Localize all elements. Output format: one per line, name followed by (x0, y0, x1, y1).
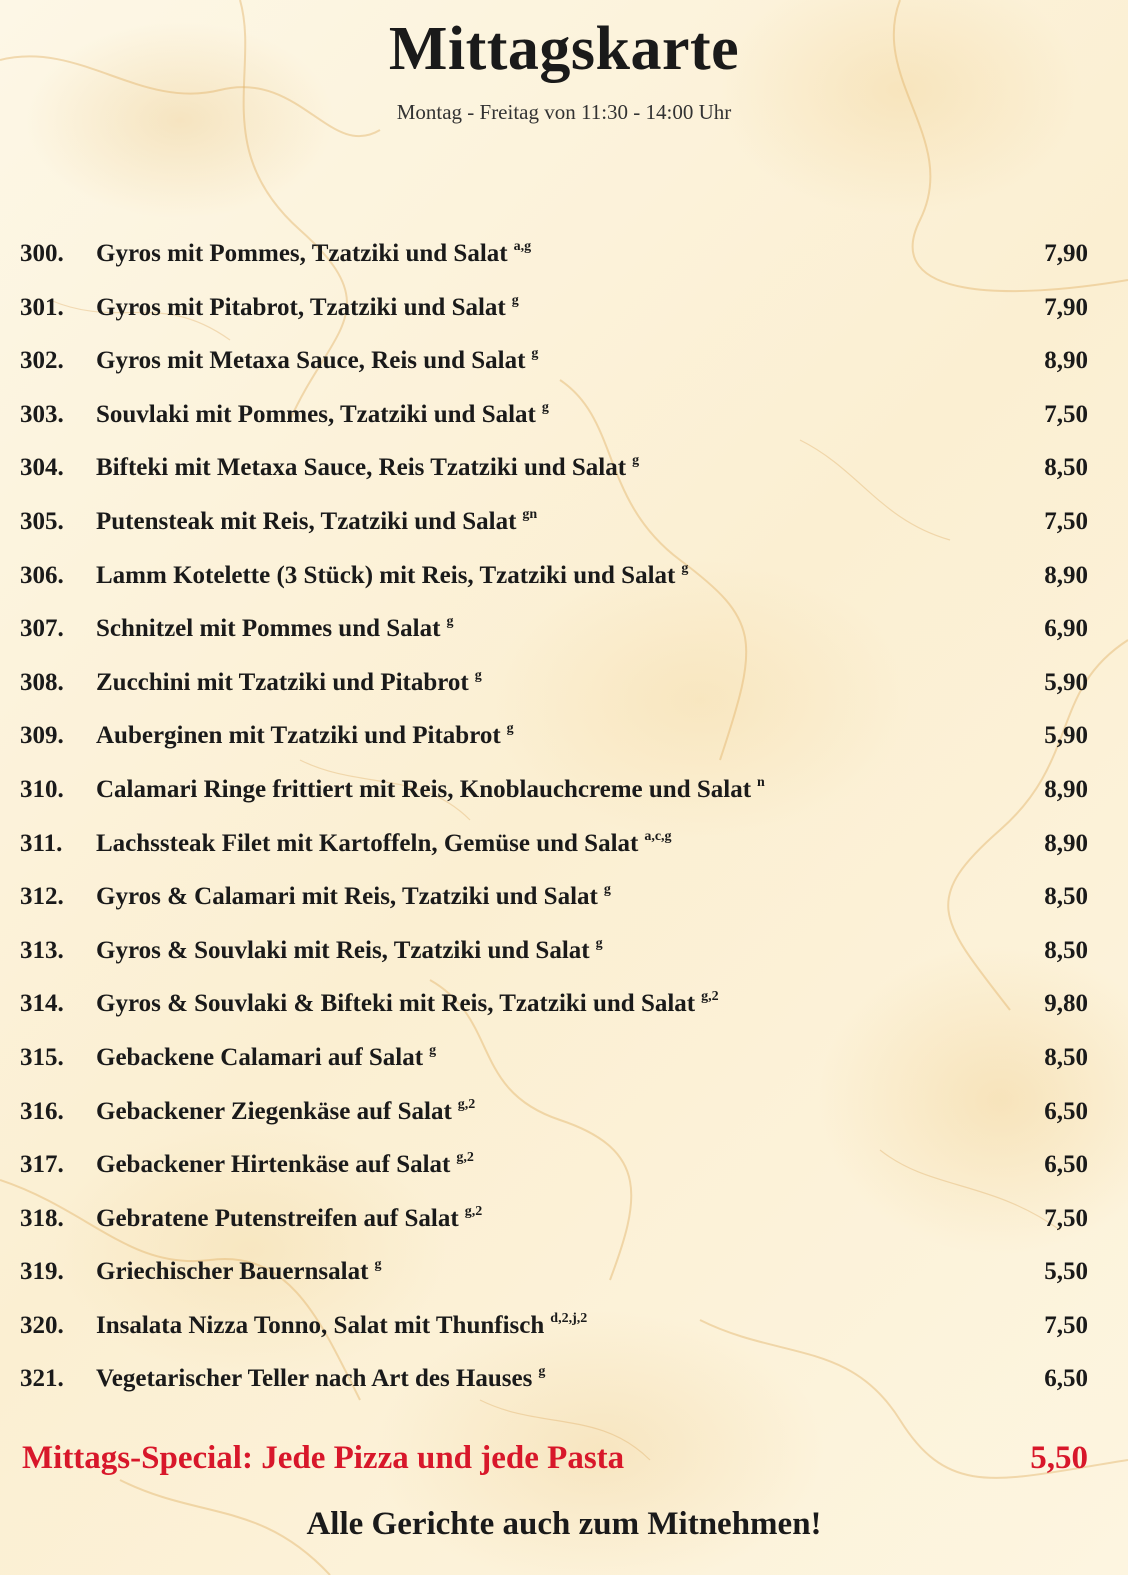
allergen-codes: gn (522, 506, 538, 522)
allergen-codes: a,c,g (644, 828, 672, 844)
special-label: Mittags-Special: Jede Pizza und jede Pasta (22, 1440, 625, 1476)
item-price: 7,50 (1044, 1311, 1088, 1339)
item-name: Gyros mit Metaxa Sauce, Reis und Salat (96, 347, 526, 375)
item-name: Gyros mit Pommes, Tzatziki und Salat (96, 240, 508, 267)
allergen-codes: g,2 (464, 1203, 483, 1219)
menu-item (0, 927, 1128, 981)
allergen-codes: g (374, 1257, 382, 1273)
item-name-wrapper (96, 1098, 475, 1126)
allergen-codes: n (757, 774, 765, 790)
allergen-codes: g (603, 882, 611, 898)
item-name-wrapper (96, 615, 453, 643)
menu-item (0, 1088, 1128, 1142)
item-name-wrapper (96, 1151, 474, 1179)
item-name: Insalata Nizza Tonno, Salat mit Thunfisch (96, 1311, 545, 1339)
item-number: 320. (20, 1311, 64, 1339)
item-price: 7,50 (1044, 1204, 1088, 1232)
item-name: Gyros & Souvlaki mit Reis, Tzatziki und Salat (96, 936, 590, 964)
lunch-special (0, 1440, 1128, 1484)
menu-item (0, 1302, 1128, 1356)
item-name: Gebratene Putenstreifen auf Salat (96, 1204, 459, 1232)
menu-item (0, 1248, 1128, 1302)
item-number: 321. (20, 1365, 64, 1393)
item-price: 8,50 (1044, 883, 1088, 911)
item-name-wrapper (96, 776, 765, 804)
item-name: Lachssteak Filet mit Kartoffeln, Gemüse und Salat (96, 829, 639, 857)
allergen-codes: a,g (513, 239, 532, 254)
allergen-codes: g (595, 935, 603, 951)
item-number: 304. (20, 454, 64, 482)
item-name-wrapper (96, 240, 531, 268)
allergen-codes: g (538, 1364, 546, 1380)
item-number: 307. (20, 615, 64, 643)
item-name-wrapper (96, 347, 538, 375)
item-name: Gebackene Calamari auf Salat (96, 1043, 424, 1071)
item-name-wrapper (96, 1365, 545, 1393)
item-price: 8,50 (1044, 454, 1088, 482)
item-price: 5,90 (1044, 722, 1088, 750)
menu-item (0, 1195, 1128, 1249)
item-number: 319. (20, 1258, 64, 1286)
menu-item (0, 1355, 1128, 1409)
special-price: 5,50 (1030, 1440, 1088, 1476)
item-number: 311. (20, 829, 63, 857)
item-name-wrapper (96, 562, 688, 590)
item-price: 5,90 (1044, 668, 1088, 696)
item-name-wrapper (96, 401, 549, 429)
item-number: 300. (20, 240, 64, 267)
item-number: 317. (20, 1151, 64, 1179)
menu-item (0, 1034, 1128, 1088)
item-price: 8,90 (1044, 829, 1088, 857)
item-name-wrapper (96, 990, 719, 1018)
menu-item (0, 230, 1128, 284)
item-number: 308. (20, 668, 64, 696)
item-name: Gyros mit Pitabrot, Tzatziki und Salat (96, 293, 506, 321)
item-price: 8,50 (1044, 936, 1088, 964)
item-name: Gyros & Souvlaki & Bifteki mit Reis, Tzatziki und Salat (96, 990, 696, 1018)
item-number: 303. (20, 400, 64, 428)
item-name-wrapper (96, 722, 514, 750)
item-number: 305. (20, 507, 64, 535)
item-name-wrapper (96, 937, 603, 965)
item-name: Gyros & Calamari mit Reis, Tzatziki und Salat (96, 883, 598, 911)
item-number: 316. (20, 1097, 64, 1125)
item-number: 312. (20, 883, 64, 911)
allergen-codes: g (511, 292, 519, 308)
menu-item (0, 337, 1128, 391)
menu-item (0, 552, 1128, 606)
item-name: Schnitzel mit Pommes und Salat (96, 615, 441, 643)
item-price: 7,90 (1044, 293, 1088, 321)
item-number: 309. (20, 722, 64, 750)
item-number: 306. (20, 561, 64, 589)
item-name: Zucchini mit Tzatziki und Pitabrot (96, 668, 469, 696)
menu-item (0, 980, 1128, 1034)
item-price: 9,80 (1044, 990, 1088, 1018)
item-name-wrapper (96, 294, 519, 322)
page-title: Mittagskarte (388, 15, 740, 83)
item-name: Putensteak mit Reis, Tzatziki und Salat (96, 507, 517, 535)
item-name-wrapper (96, 508, 537, 536)
allergen-codes: g,2 (456, 1150, 474, 1166)
allergen-codes: g (446, 614, 454, 630)
item-name-wrapper (96, 669, 482, 697)
allergen-codes: g (541, 399, 549, 415)
item-price: 8,50 (1044, 1043, 1088, 1071)
menu-list (0, 230, 1128, 1409)
menu-item (0, 659, 1128, 713)
menu-item (0, 605, 1128, 659)
allergen-codes: g (474, 667, 482, 683)
item-price: 8,90 (1044, 347, 1088, 375)
item-number: 301. (20, 293, 64, 321)
allergen-codes: g (506, 721, 514, 737)
item-price: 6,90 (1044, 615, 1088, 643)
item-price: 7,50 (1044, 400, 1088, 428)
item-number: 314. (20, 990, 64, 1018)
item-name-wrapper (96, 1312, 587, 1340)
allergen-codes: g (632, 453, 640, 469)
opening-hours: Montag - Freitag von 11:30 - 14:00 Uhr (396, 100, 732, 124)
item-name: Griechischer Bauernsalat (96, 1258, 369, 1286)
item-price: 8,90 (1044, 775, 1088, 803)
item-name: Calamari Ringe frittiert mit Reis, Knoblauchcreme und Salat (96, 775, 752, 803)
menu-item (0, 391, 1128, 445)
menu-item (0, 1141, 1128, 1195)
item-name: Gebackener Hirtenkäse auf Salat (96, 1151, 451, 1179)
menu-item (0, 766, 1128, 820)
item-price: 7,50 (1044, 507, 1088, 535)
item-name-wrapper (96, 454, 639, 482)
item-name-wrapper (96, 830, 672, 858)
item-name-wrapper (96, 1205, 482, 1233)
allergen-codes: g (681, 560, 689, 576)
menu-item (0, 873, 1128, 927)
allergen-codes: g (531, 346, 539, 362)
takeaway-note: Alle Gerichte auch zum Mitnehmen! (306, 1506, 822, 1542)
menu-item (0, 820, 1128, 874)
allergen-codes: g,2 (701, 989, 719, 1005)
item-number: 302. (20, 347, 64, 375)
allergen-codes: g (429, 1042, 437, 1058)
menu-item (0, 444, 1128, 498)
item-price: 6,50 (1044, 1097, 1088, 1125)
item-name: Lamm Kotelette (3 Stück) mit Reis, Tzatziki und Salat (96, 561, 676, 589)
item-price: 8,90 (1044, 561, 1088, 589)
item-name: Auberginen mit Tzatziki und Pitabrot (96, 722, 501, 750)
menu-item (0, 498, 1128, 552)
item-name: Gebackener Ziegenkäse auf Salat (96, 1097, 452, 1125)
menu-item (0, 284, 1128, 338)
item-name: Bifteki mit Metaxa Sauce, Reis Tzatziki und Salat (96, 454, 627, 482)
menu-item (0, 712, 1128, 766)
allergen-codes: g,2 (457, 1096, 476, 1112)
allergen-codes: d,2,j,2 (550, 1310, 588, 1326)
item-price: 6,50 (1044, 1151, 1088, 1179)
item-name-wrapper (96, 883, 611, 911)
item-price: 7,90 (1044, 240, 1088, 267)
item-price: 5,50 (1044, 1258, 1088, 1286)
item-number: 315. (20, 1043, 64, 1071)
item-number: 313. (20, 936, 64, 964)
item-name-wrapper (96, 1258, 381, 1286)
item-name: Vegetarischer Teller nach Art des Hauses (96, 1365, 533, 1393)
item-number: 310. (20, 775, 64, 803)
item-name-wrapper (96, 1044, 436, 1072)
item-price: 6,50 (1044, 1365, 1088, 1393)
item-name: Souvlaki mit Pommes, Tzatziki und Salat (96, 400, 536, 428)
item-number: 318. (20, 1204, 64, 1232)
